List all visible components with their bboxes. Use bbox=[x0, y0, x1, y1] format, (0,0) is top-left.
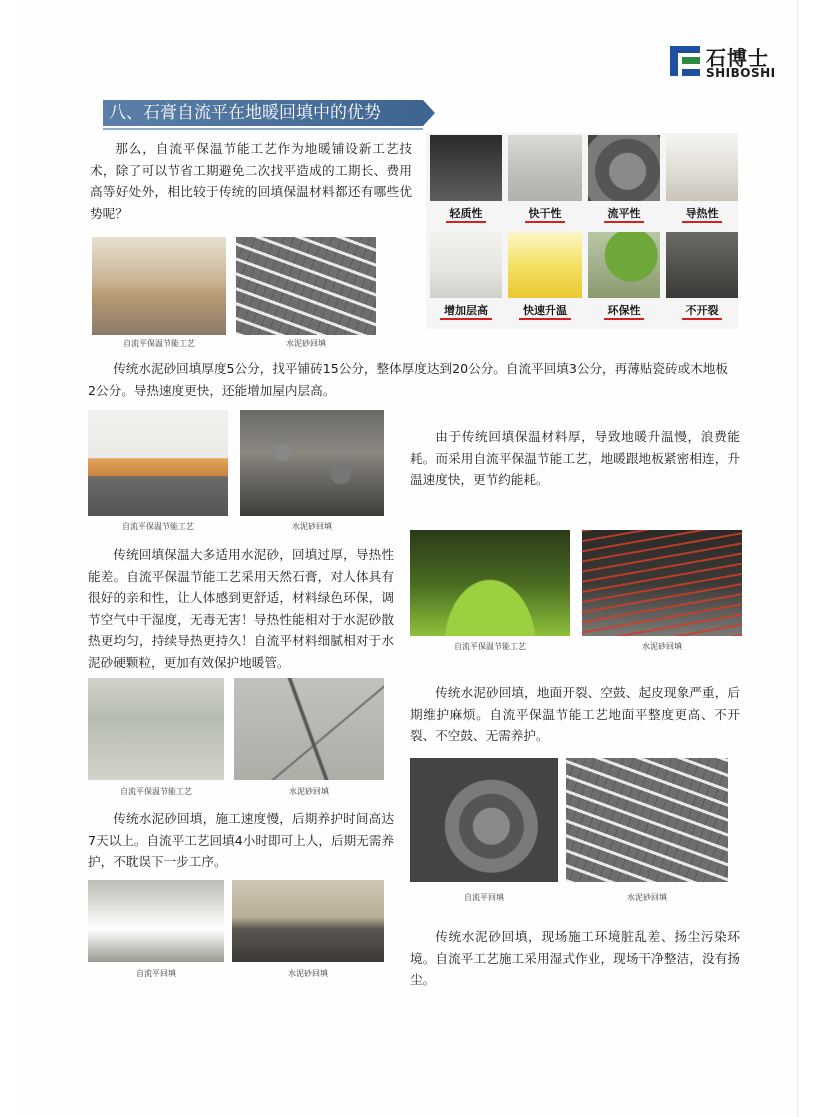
feature-image-height bbox=[430, 232, 502, 298]
feature-label: 快速升温 bbox=[523, 304, 567, 317]
image-caption: 自流平回填 bbox=[136, 969, 176, 978]
image-caption: 自流平保温节能工艺 bbox=[454, 642, 526, 651]
heading-underline bbox=[103, 128, 423, 130]
image-caption: 自流平保温节能工艺 bbox=[122, 522, 194, 531]
feature-label: 流平性 bbox=[607, 207, 641, 220]
photo-cement-backfill bbox=[240, 410, 384, 516]
image-caption: 水泥砂回填 bbox=[627, 893, 667, 902]
logo-mark-icon bbox=[668, 44, 702, 78]
feature-image-conductivity bbox=[666, 135, 738, 201]
photo-cement-red-pipes bbox=[582, 530, 742, 636]
heading-arrow bbox=[423, 100, 435, 126]
photo-smooth-floor bbox=[88, 678, 224, 780]
photo-living-room-heating bbox=[88, 410, 228, 516]
crack-paragraph: 传统水泥砂回填，地面开裂、空鼓、起皮现象严重，后期维护麻烦。自流平保温节能工艺地面平整度更高、不开裂、不空鼓、无需养护。 bbox=[410, 685, 740, 743]
photo-cement-mesh bbox=[566, 758, 728, 882]
feature-underline bbox=[604, 318, 644, 320]
thickness-paragraph: 传统水泥砂回填厚度5公分，找平铺砖15公分，整体厚度达到20公分。自流平回填3公分，再薄贴瓷砖或木地板2公分。导热速度更快，还能增加屋内层高。 bbox=[88, 361, 728, 398]
feature-image-light bbox=[430, 135, 502, 201]
feature-image-warmup bbox=[508, 232, 582, 298]
image-caption: 自流平回填 bbox=[464, 893, 504, 902]
feature-underline bbox=[604, 221, 644, 223]
feature-label: 环保性 bbox=[607, 304, 641, 317]
section-heading: 八、石膏自流平在地暖回填中的优势 bbox=[103, 100, 423, 126]
feature-image-eco bbox=[588, 232, 660, 298]
feature-underline bbox=[682, 221, 722, 223]
image-caption: 水泥砂回填 bbox=[288, 969, 328, 978]
feature-underline bbox=[682, 318, 722, 320]
intro-paragraph: 那么，自流平保温节能工艺作为地暖铺设新工艺技术，除了可以节省工期避免二次找平造成的工期长、费用高等好处外，相比较于传统的回填保温材料都还有哪些优势呢？ bbox=[90, 141, 412, 221]
eco-paragraph: 传统回填保温大多适用水泥砂，回填过厚，导热性能差。自流平保温节能工艺采用天然石膏，对人体具有很好的亲和性，让人体感到更舒适，材料绿色环保，调节空气中干湿度，无毒无害！导热性能相对于水泥砂散热更均匀，持续导热更持久！自流平材料细腻相对于水泥砂硬颗粒，更加有效保护地暖管。 bbox=[88, 547, 394, 670]
feature-underline bbox=[525, 221, 565, 223]
photo-self-leveling-floor bbox=[92, 237, 226, 335]
feature-image-quick-dry bbox=[508, 135, 582, 201]
shiboshi-logo bbox=[668, 42, 778, 82]
photo-cement-pipes bbox=[236, 237, 376, 335]
clean-paragraph: 传统水泥砂回填，现场施工环境脏乱差、扬尘污染环境。自流平工艺施工采用湿式作业，现场干净整洁，没有扬尘。 bbox=[410, 929, 740, 987]
image-caption: 水泥砂回填 bbox=[289, 787, 329, 796]
photo-green-house bbox=[410, 530, 570, 636]
photo-cracked-floor bbox=[234, 678, 384, 780]
feature-underline bbox=[446, 221, 486, 223]
photo-white-leveler-pour bbox=[88, 880, 224, 962]
feature-label: 不开裂 bbox=[685, 304, 719, 317]
brochure-page bbox=[18, 0, 798, 1117]
speed-paragraph: 传统水泥砂回填，施工速度慢，后期养护时间高达7天以上。自流平工艺回填4小时即可上人，后期无需养护，不耽误下一步工序。 bbox=[88, 811, 394, 869]
feature-image-no-crack bbox=[666, 232, 738, 298]
image-caption: 自流平保温节能工艺 bbox=[120, 787, 192, 796]
logo-english-name: SHIBOSHI bbox=[706, 66, 776, 80]
feature-label: 导热性 bbox=[685, 207, 719, 220]
feature-grid bbox=[426, 133, 738, 329]
feature-underline bbox=[440, 318, 492, 320]
logo-chinese-name: 石博士 bbox=[706, 46, 769, 70]
feature-label: 快干性 bbox=[528, 207, 562, 220]
photo-workers-cement bbox=[232, 880, 384, 962]
feature-label: 轻质性 bbox=[449, 207, 483, 220]
feature-image-leveling bbox=[588, 135, 660, 201]
feature-underline bbox=[519, 318, 571, 320]
heat-paragraph: 由于传统回填保温材料厚，导致地暖升温慢，浪费能耗。而采用自流平保温节能工艺，地暖跟地板紧密相连，升温速度快，更节约能耗。 bbox=[410, 429, 740, 487]
feature-label: 增加层高 bbox=[444, 304, 488, 317]
image-caption: 水泥砂回填 bbox=[292, 522, 332, 531]
image-caption: 自流平保温节能工艺 bbox=[123, 339, 195, 348]
image-caption: 水泥砂回填 bbox=[286, 339, 326, 348]
image-caption: 水泥砂回填 bbox=[642, 642, 682, 651]
photo-pouring-leveler bbox=[410, 758, 558, 882]
